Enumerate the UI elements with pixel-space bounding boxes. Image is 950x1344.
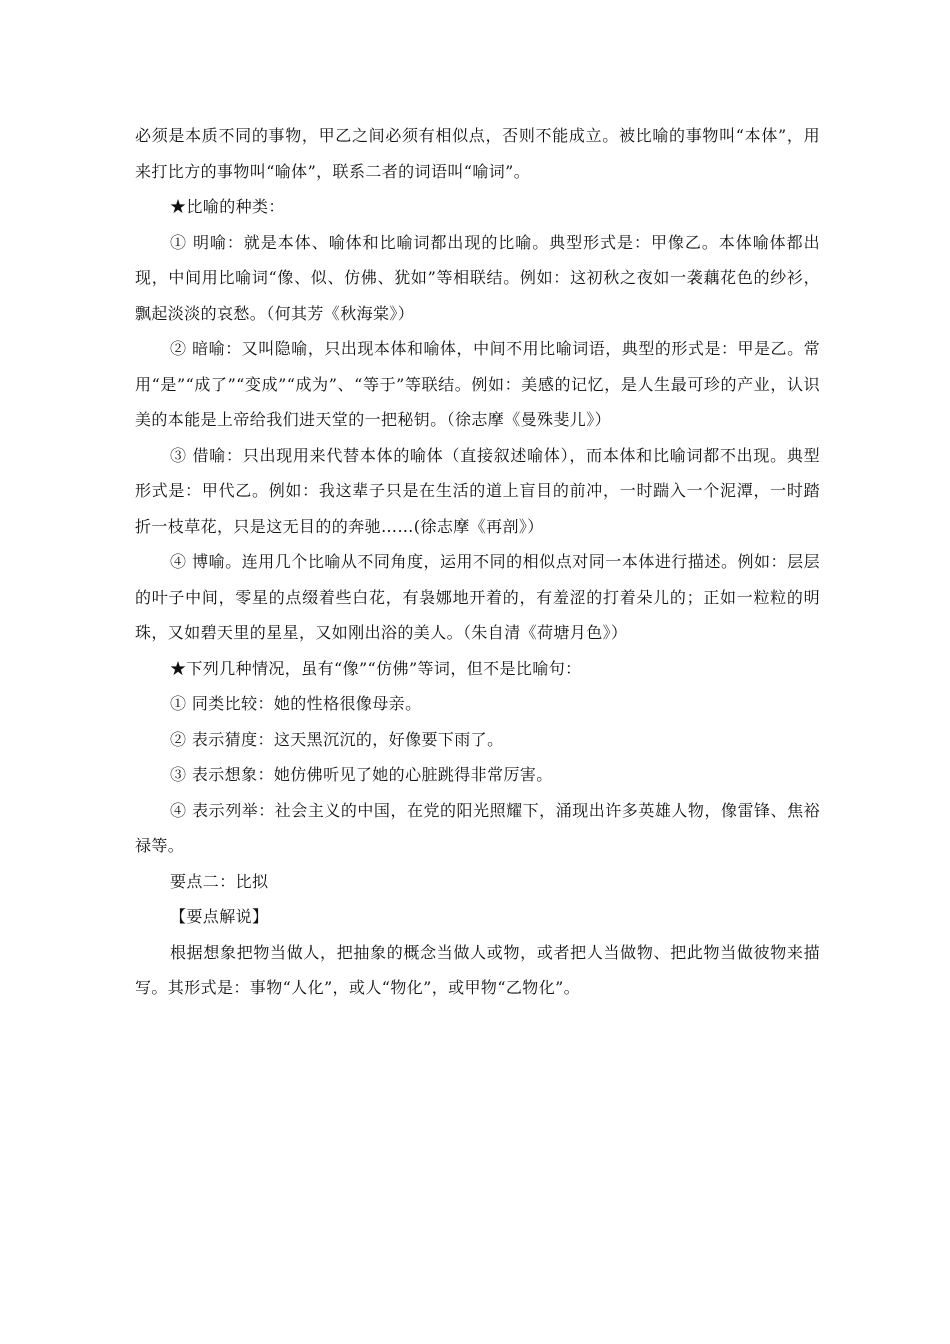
heading-key-point-two: 要点二：比拟 <box>170 871 269 891</box>
paragraph-extended-metaphor: ④ 博喻。连用几个比喻从不同角度，运用不同的相似点对同一本体进行描述。例如：层层的叶子中间，零星的点缀着些白花，有袅娜地开着的，有羞涩的打着朵儿的；正如一粒粒的明珠，又如碧天里的星星，又如刚出浴的美人。（朱自清《荷塘月色》） <box>135 552 820 642</box>
heading-key-point-explanation: 【要点解说】 <box>170 907 269 926</box>
paragraph-simile: ① 明喻：就是本体、喻体和比喻词都出现的比喻。典型形式是：甲像乙。本体喻体都出现，中间用比喻词“像、似、仿佛、犹如”等相联结。例如：这初秋之夜如一袭藕花色的纱衫，飘起淡淡的哀愁。（何其芳《秋海棠》） <box>135 232 820 323</box>
paragraph-metaphor-definition-continued: 必须是本质不同的事物，甲乙之间必须有相似点，否则不能成立。被比喻的事物叫“本体”，用来打比方的事物叫“喻体”，联系二者的词语叫“喻词”。 <box>135 126 820 181</box>
list-item-conjecture: ② 表示猜度：这天黑沉沉的，好像要下雨了。 <box>170 729 504 749</box>
paragraph-borrowed-metaphor: ③ 借喻：只出现用来代替本体的喻体（直接叙述喻体），而本体和比喻词都不出现。典型形式是：甲代乙。例如：我这辈子只是在生活的道上盲目的前冲，一时踹入一个泥潭，一时踏折一枝草花，只是这无目的的奔驰……(徐志摩《再剖》） <box>135 445 820 536</box>
heading-non-metaphor-cases: ★下列几种情况，虽有“像”“仿佛”等词，但不是比喻句： <box>170 658 582 678</box>
list-item-imagination: ③ 表示想象：她仿佛听见了她的心脏跳得非常厉害。 <box>170 765 553 784</box>
document-page <box>135 118 820 1006</box>
paragraph-implicit-metaphor: ② 暗喻：又叫隐喻，只出现本体和喻体，中间不用比喻词语，典型的形式是：甲是乙。常用“是”“成了”“变成”“成为”、“等于”等联结。例如：美感的记忆，是人生最可珍的产业，认识美的本能是上帝给我们进天堂的一把秘钥。（徐志摩《曼殊斐儿》） <box>135 339 820 429</box>
list-item-enumeration: ④ 表示列举：社会主义的中国，在党的阳光照耀下，涌现出许多英雄人物，像雷锋、焦裕禄等。 <box>135 800 820 855</box>
paragraph-personification: 根据想象把物当做人，把抽象的概念当做人或物，或者把人当做物、把此物当做彼物来描写。其形式是：事物“人化”，或人“物化”，或甲物“乙物化”。 <box>135 942 820 997</box>
list-item-comparison: ① 同类比较：她的性格很像母亲。 <box>170 694 422 713</box>
heading-metaphor-types: ★比喻的种类： <box>170 197 285 216</box>
